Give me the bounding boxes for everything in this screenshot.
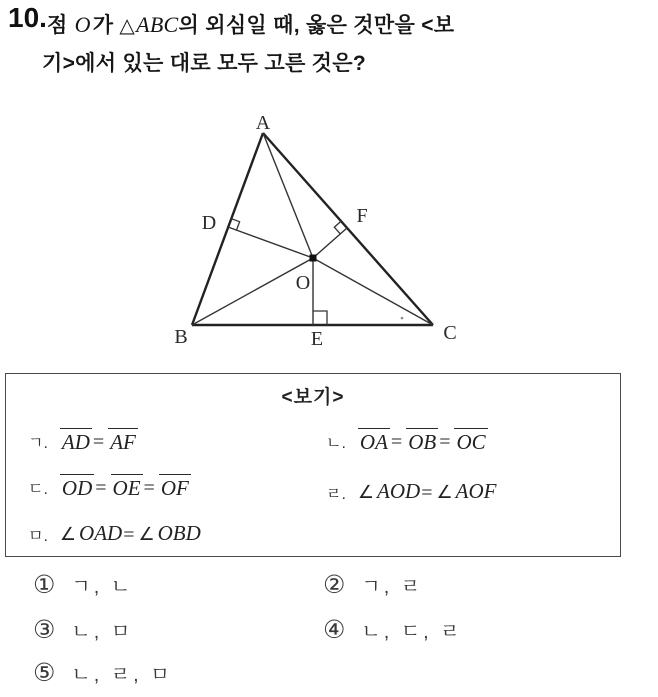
angle-icon: ∠: [59, 524, 77, 545]
question-text: 가: [92, 14, 114, 37]
question-text: 점: [47, 14, 68, 37]
boki-item-digeut: [28, 474, 191, 500]
point-label-d: D: [201, 212, 217, 234]
angle-aof: ∠ AOF: [436, 479, 497, 503]
question-number: 10.: [8, 2, 47, 33]
point-label-c: C: [443, 322, 457, 344]
boki-box: [5, 373, 621, 557]
boki-item-giyeok: [28, 428, 138, 454]
choice-text: ㄱ, ㄴ: [71, 576, 134, 598]
item-marker: ㄱ.: [28, 434, 48, 452]
triangle-symbol: △: [119, 13, 136, 37]
right-angle-mark-e: [313, 311, 327, 325]
answer-choice-2: [323, 570, 423, 599]
choice-number-icon: ④: [323, 615, 346, 644]
segment-oa: OA: [359, 430, 388, 454]
segment-ad: AD: [61, 430, 90, 454]
question-text-line2: 기>에서 있는 대로 모두 고른 것은?: [42, 52, 366, 75]
choice-number-icon: ①: [33, 570, 56, 599]
angle-icon: ∠: [436, 482, 453, 503]
circumcenter-dot: [310, 255, 317, 262]
triangle-abc-italic: ABC: [136, 12, 179, 37]
angle-icon: ∠: [138, 524, 155, 545]
print-artifact-dot: [401, 317, 404, 320]
equals-sign: =: [421, 482, 433, 504]
question-text: 의 외심일 때, 옳은 것만을 <보: [178, 14, 455, 37]
boki-item-mieum: [28, 521, 201, 547]
question-text-line1: [47, 9, 454, 39]
answer-choice-1: [33, 570, 133, 599]
choice-number-icon: ②: [323, 570, 346, 599]
point-label-e: E: [310, 328, 324, 350]
choice-text: ㄴ, ㅁ: [71, 621, 134, 643]
item-marker: ㅁ.: [28, 528, 48, 545]
choice-text: ㄴ, ㄷ, ㄹ: [361, 621, 463, 643]
segment-of: OF: [160, 476, 189, 500]
segment-ob: OB: [408, 430, 437, 454]
segment-oe: OE: [112, 476, 141, 500]
point-o-italic: O: [74, 12, 91, 37]
choice-text: ㄱ, ㄹ: [361, 576, 424, 598]
circumcenter-diagram: [0, 95, 658, 360]
equals-sign: =: [92, 430, 105, 453]
boki-header: <보기>: [281, 387, 345, 408]
point-label-o: O: [295, 272, 311, 294]
boki-item-rieul: [326, 479, 496, 505]
choice-number-icon: ③: [33, 615, 56, 644]
answer-choice-4: [323, 615, 463, 644]
angle-oad: ∠ OAD: [59, 521, 123, 545]
point-label-b: B: [174, 326, 188, 348]
equals-sign: =: [123, 524, 135, 546]
equals-sign: =: [390, 430, 403, 453]
equals-sign: =: [439, 430, 451, 453]
item-marker: ㄹ.: [326, 486, 346, 503]
angle-icon: ∠: [357, 482, 375, 503]
boki-item-nieun: [326, 428, 488, 454]
segment-od: OD: [61, 476, 93, 500]
angle-aod: ∠ AOD: [357, 479, 421, 503]
equals-sign: =: [143, 476, 155, 499]
segment-af: AF: [110, 430, 136, 454]
item-marker: ㄴ.: [326, 434, 346, 452]
point-label-a: A: [255, 112, 271, 134]
item-marker: ㄷ.: [28, 480, 48, 498]
side-ac: [263, 133, 433, 325]
equals-sign: =: [95, 476, 107, 499]
segment-oc: OC: [456, 430, 486, 454]
answer-choice-5: [33, 658, 173, 687]
angle-obd: ∠ OBD: [138, 521, 201, 545]
answer-choice-3: [33, 615, 133, 644]
right-angle-mark-f: [334, 221, 341, 234]
choice-text: ㄴ, ㄹ, ㅁ: [71, 664, 173, 686]
point-label-f: F: [356, 205, 368, 227]
line-a-o: [263, 133, 313, 258]
choice-number-icon: ⑤: [33, 658, 56, 687]
